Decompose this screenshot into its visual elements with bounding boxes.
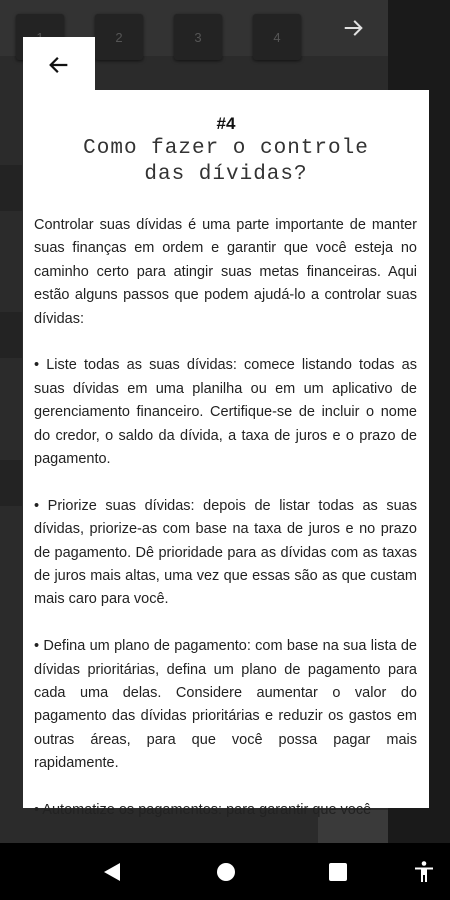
article-number: #4 <box>216 114 236 133</box>
nav-back-button[interactable] <box>97 857 127 887</box>
background-card <box>0 165 22 211</box>
article-title-line: das dívidas? <box>144 163 308 186</box>
next-button[interactable] <box>336 10 372 46</box>
arrow-left-icon <box>47 54 69 76</box>
dialog-header-tab <box>23 37 95 93</box>
arrow-right-icon <box>343 17 365 39</box>
accessibility-icon <box>412 860 436 884</box>
article-body <box>34 214 417 846</box>
home-circle-icon <box>215 861 237 883</box>
article-paragraph: • Automatize os pagamentos: para garantir que você <box>34 802 372 819</box>
page-tile-3[interactable]: 3 <box>174 14 222 60</box>
nav-home-button[interactable] <box>211 857 241 887</box>
article-title <box>33 136 419 188</box>
background-card <box>0 460 22 506</box>
recents-square-icon <box>327 861 349 883</box>
background-card <box>0 312 22 358</box>
article-paragraph: Controlar suas dívidas é uma parte importante de manter suas finanças em ordem e garantir que você esteja no caminho certo para atingir suas metas financeiras. Aqui estão alguns passos que podem ajudá-lo a controlar suas dívidas: <box>34 217 417 327</box>
page-tile-2[interactable]: 2 <box>95 14 143 60</box>
back-button[interactable] <box>33 47 83 83</box>
article-paragraph: • Defina um plano de pagamento: com base na sua lista de dívidas prioritárias, defina um plano de pagamento para cada uma delas. Considere aumentar o valor do pagamento das dívidas prioritárias e reduzir os gastos em outras áreas, para que você possa pagar mais rapidamente. <box>34 638 417 772</box>
article-paragraph: • Priorize suas dívidas: depois de listar todas as suas dívidas, priorize-as com base na taxa de juros e no prazo de pagamento. Dê prioridade para as dívidas com as taxas de juros mais altas, uma vez que essas são as que custam mais caro para você. <box>34 497 417 608</box>
back-triangle-icon <box>101 861 123 883</box>
page-tile-4[interactable]: 4 <box>253 14 301 60</box>
nav-recents-button[interactable] <box>323 857 353 887</box>
article-paragraph: • Liste todas as suas dívidas: comece listando todas as suas dívidas em uma planilha ou em um aplicativo de gerenciamento financeiro. Certifique-se de incluir o nome do credor, o saldo da dívida, a taxa de juros e o prazo de pagamento. <box>34 357 417 468</box>
system-navigation-bar <box>0 843 450 900</box>
article-title-line: Como fazer o controle <box>83 137 369 160</box>
article-dialog[interactable] <box>23 90 429 819</box>
nav-accessibility-button[interactable] <box>409 857 439 887</box>
